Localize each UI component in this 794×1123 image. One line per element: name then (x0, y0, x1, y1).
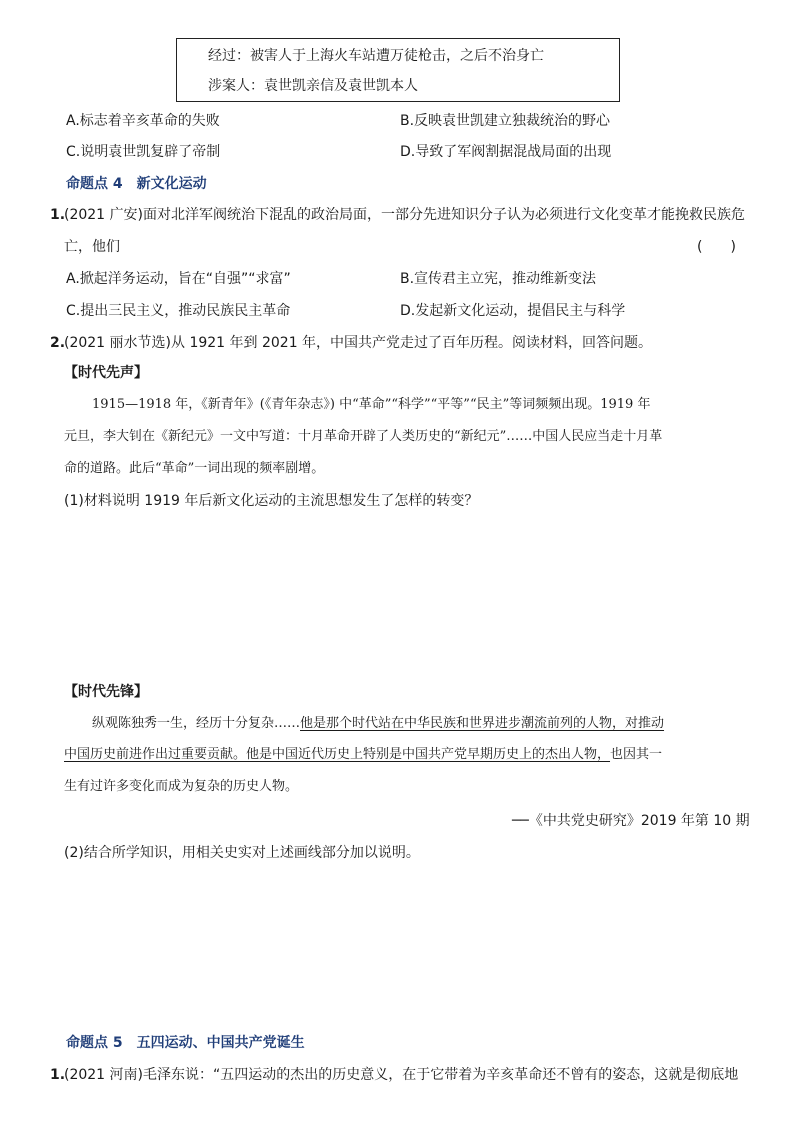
q1-option-c: C.提出三民主义，推动民族民主革命 (66, 303, 291, 319)
q2-material1-line1: 1915—1918 年，《新青年》(《青年杂志》) 中“革命”“科学”“平等”“民主”等词频频出现。1919 年 (92, 397, 651, 412)
q2-heading-pioneer-voice: 【时代先声】 (64, 365, 148, 381)
q2-sub-question-2: (2)结合所学知识，用相关史实对上述画线部分加以说明。 (64, 845, 420, 861)
q1-stem-line1: (2021 广安)面对北洋军阀统治下混乱的政治局面，一部分先进知识分子认为必须进行文化变革才能挽救民族危 (64, 207, 746, 223)
q2-heading-pioneer-vanguard: 【时代先锋】 (64, 684, 148, 700)
prev-option-d: D.导致了军阀割据混战局面的出现 (400, 144, 612, 160)
q2-intro: (2021 丽水节选)从 1921 年到 2021 年，中国共产党走过了百年历程。阅读材料，回答问题。 (64, 335, 653, 351)
case-line-suspects: 涉案人：袁世凯亲信及袁世凯本人 (208, 78, 418, 94)
q2-material2-line1-plain: 纵观陈独秀一生，经历十分复杂…… (92, 716, 301, 731)
q2-material2-line2-plain: 也因其一 (610, 747, 663, 762)
q2-material1-line2: 元旦，李大钊在《新纪元》一文中写道：十月革命开辟了人类历史的“新纪元”……中国人民应当走十月革 (64, 429, 663, 444)
q1-answer-bracket: ( ) (697, 239, 736, 255)
q2-sub-question-1: (1)材料说明 1919 年后新文化运动的主流思想发生了怎样的转变？ (64, 493, 479, 509)
q2-material2-line2-underlined: 中国历史前进作出过重要贡献。他是中国近代历史上特别是中国共产党早期历史上的杰出人物， (64, 747, 611, 762)
section-5-title: 命题点 5 五四运动、中国共产党诞生 (66, 1035, 305, 1051)
q2-material2-line2 (64, 746, 662, 764)
q2-material2-line1-underlined: 他是那个时代站在中华民族和世界进步潮流前列的人物，对推动 (300, 716, 665, 731)
q5-1-number: 1. (50, 1067, 66, 1083)
q2-material2-line1 (92, 715, 664, 733)
q2-material2-line3: 生有过许多变化而成为复杂的历史人物。 (64, 779, 299, 794)
q1-number: 1. (50, 207, 66, 223)
q2-material1-line3: 命的道路。此后“革命”一词出现的频率剧增。 (64, 461, 325, 476)
q1-option-a: A.掀起洋务运动，旨在“自强”“求富” (66, 271, 291, 287)
case-line-process: 经过：被害人于上海火车站遭万徒枪击，之后不治身亡 (208, 48, 544, 64)
prev-option-c: C.说明袁世凯复辟了帝制 (66, 144, 221, 160)
prev-option-b: B.反映袁世凯建立独裁统治的野心 (400, 113, 611, 129)
q2-number: 2. (50, 335, 66, 351)
q1-option-d: D.发起新文化运动，提倡民主与科学 (400, 303, 626, 319)
q5-1-stem-line1: (2021 河南)毛泽东说：“五四运动的杰出的历史意义，在于它带着为辛亥革命还不曾有的姿态，这就是彻底地 (64, 1067, 739, 1083)
q2-material2-source: ──《中共党史研究》2019 年第 10 期 (512, 813, 750, 829)
q1-option-b: B.宣传君主立宪，推动维新变法 (400, 271, 597, 287)
q1-stem-line2: 亡，他们 (64, 239, 120, 255)
prev-option-a: A.标志着辛亥革命的失败 (66, 113, 220, 129)
section-4-title: 命题点 4 新文化运动 (66, 176, 207, 192)
